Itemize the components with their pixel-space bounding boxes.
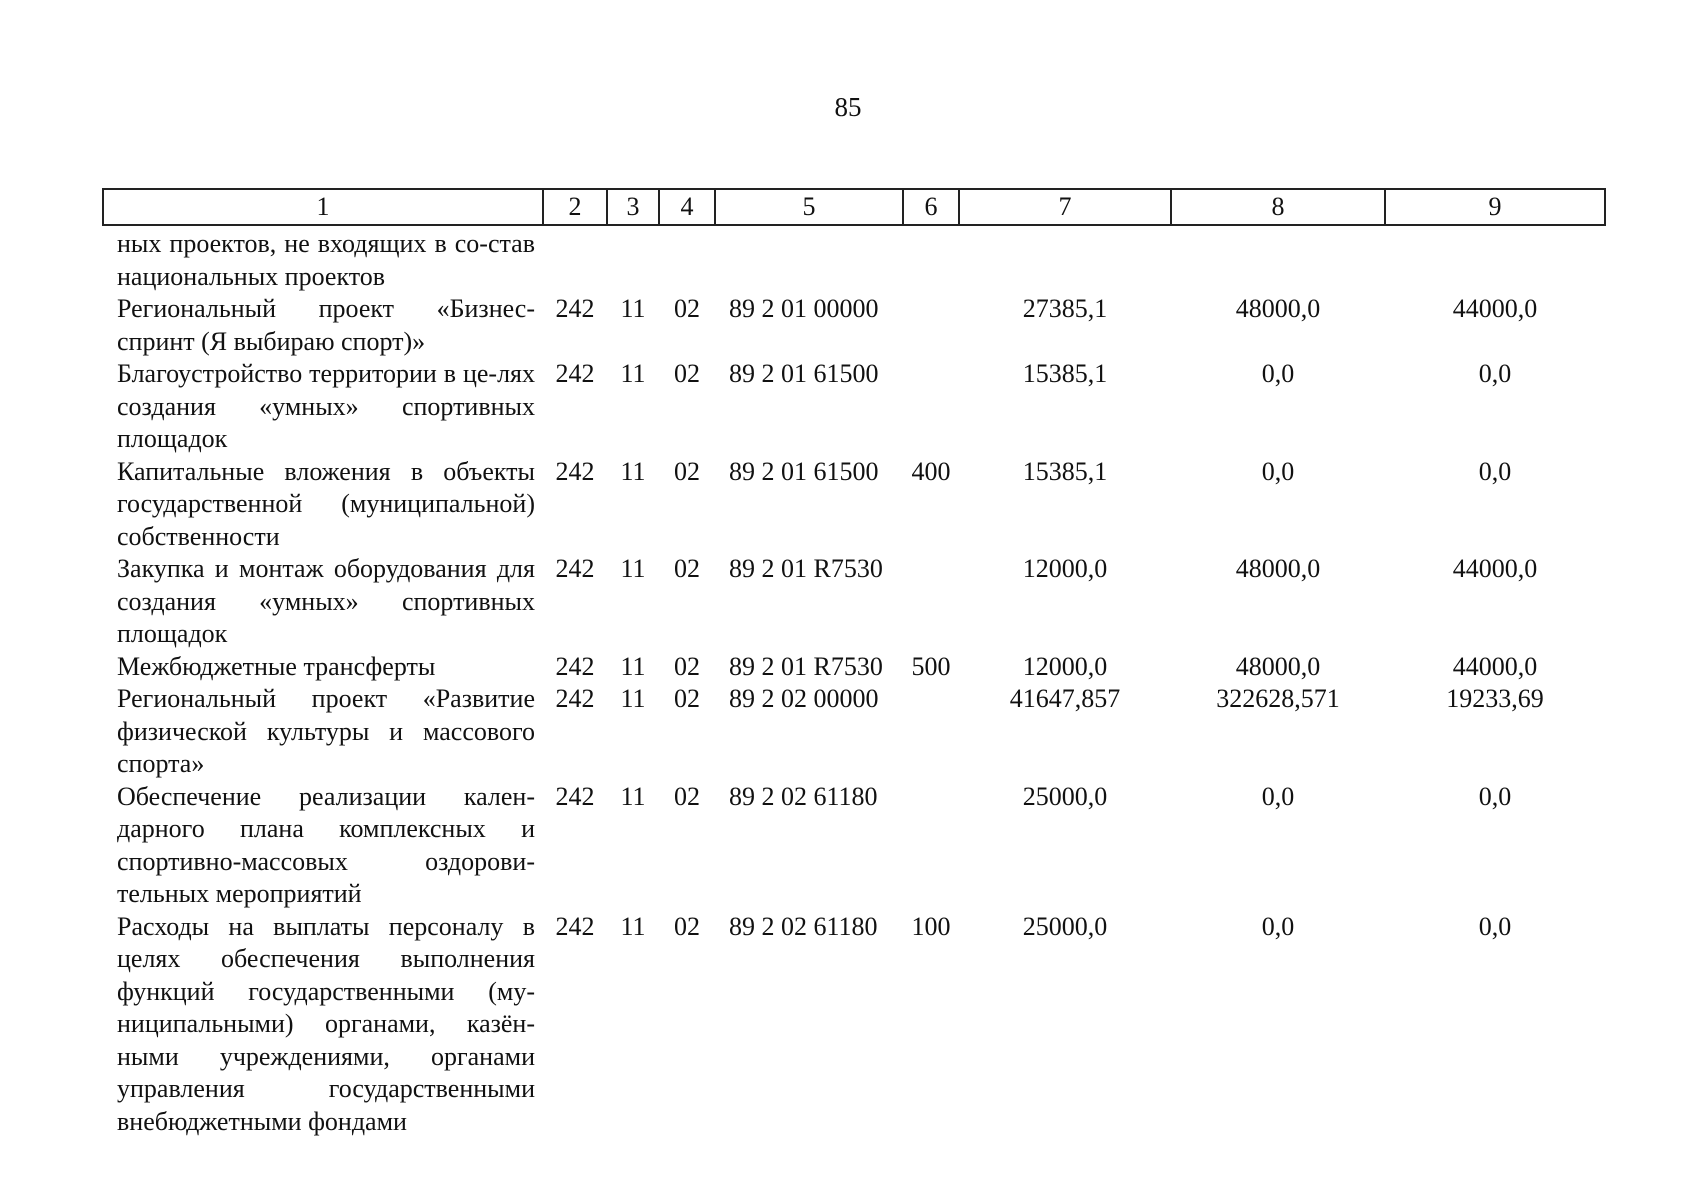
target-article-cell: 89 2 02 61180 xyxy=(729,911,878,941)
amount-col8-cell: 0,0 xyxy=(1261,781,1295,811)
section-code-cell xyxy=(543,225,607,293)
section-code-cell: 242 xyxy=(555,294,595,323)
expense-type-cell xyxy=(903,358,959,456)
amount-col8-cell xyxy=(1171,225,1385,293)
row-name-cell: Региональный проект «Бизнес-спринт (Я выбираю спорт)» xyxy=(117,294,535,356)
subsection-code-cell: 02 xyxy=(674,456,700,486)
header-row xyxy=(103,189,1605,225)
expense-type-cell xyxy=(903,225,959,293)
subsection-code-cell: 02 xyxy=(674,781,700,811)
amount-col8-cell: 48000,0 xyxy=(1235,554,1321,583)
target-article-cell: 89 2 01 R7530 xyxy=(729,554,883,583)
table-row xyxy=(103,225,1605,293)
expense-type-cell xyxy=(903,781,959,911)
column-header-8: 8 xyxy=(1171,189,1385,225)
table-body xyxy=(103,225,1605,1138)
amount-col8-cell: 0,0 xyxy=(1261,456,1295,486)
column-header-7: 7 xyxy=(959,189,1171,225)
target-article-cell: 89 2 02 00000 xyxy=(729,684,879,713)
column-header-3: 3 xyxy=(607,189,659,225)
subsection-code-cell: 02 xyxy=(674,911,700,941)
target-article-cell: 89 2 02 61180 xyxy=(729,781,878,811)
amount-col9-cell: 44000,0 xyxy=(1452,554,1538,583)
expense-type-cell: 400 xyxy=(911,456,951,486)
chapter-code-cell: 11 xyxy=(620,911,646,941)
amount-col9-cell xyxy=(1385,225,1605,293)
row-name-cell: ных проектов, не входящих в со-став национальных проектов xyxy=(117,229,535,291)
target-article-cell: 89 2 01 61500 xyxy=(729,359,879,388)
table-row xyxy=(103,456,1605,554)
target-article-cell: 89 2 01 00000 xyxy=(729,294,879,323)
column-header-6: 6 xyxy=(903,189,959,225)
table-header xyxy=(103,189,1605,225)
amount-col9-cell: 44000,0 xyxy=(1452,294,1538,323)
amount-col7-cell: 41647,857 xyxy=(1009,684,1121,713)
row-name-cell: Межбюджетные трансферты xyxy=(117,651,436,681)
page-number: 85 xyxy=(834,92,862,122)
section-code-cell: 242 xyxy=(555,554,595,583)
expense-type-cell: 500 xyxy=(911,651,951,681)
subsection-code-cell: 02 xyxy=(674,294,700,323)
chapter-code-cell: 11 xyxy=(620,651,646,681)
table-row xyxy=(103,683,1605,781)
amount-col7-cell: 27385,1 xyxy=(1022,294,1108,323)
column-header-1: 1 xyxy=(103,189,543,225)
section-code-cell: 242 xyxy=(555,456,595,486)
subsection-code-cell: 02 xyxy=(674,651,700,681)
amount-col7-cell: 15385,1 xyxy=(1022,456,1108,486)
table-row xyxy=(103,553,1605,651)
chapter-code-cell: 11 xyxy=(620,294,646,323)
chapter-code-cell: 11 xyxy=(620,684,646,713)
row-name-cell: Расходы на выплаты персоналу в целях обеспечения выполнения функций государственными (му-ниципальными) органами, казён-ными учреждениями, органами управления государственными внебюджетными фондами xyxy=(117,911,535,1136)
column-header-5: 5 xyxy=(715,189,903,225)
table-row xyxy=(103,358,1605,456)
column-header-4: 4 xyxy=(659,189,715,225)
amount-col8-cell: 48000,0 xyxy=(1235,651,1321,681)
section-code-cell: 242 xyxy=(555,684,595,713)
section-code-cell: 242 xyxy=(555,911,595,941)
row-name-cell: Закупка и монтаж оборудования для создания «умных» спортивных площадок xyxy=(117,554,535,648)
amount-col7-cell: 15385,1 xyxy=(1022,359,1108,388)
subsection-code-cell xyxy=(659,225,715,293)
section-code-cell: 242 xyxy=(555,651,595,681)
subsection-code-cell: 02 xyxy=(674,554,700,583)
amount-col7-cell: 25000,0 xyxy=(1022,781,1108,811)
table-row xyxy=(103,781,1605,911)
table-row xyxy=(103,293,1605,358)
amount-col8-cell: 322628,571 xyxy=(1216,684,1340,713)
amount-col8-cell: 0,0 xyxy=(1261,911,1295,941)
table-row xyxy=(103,911,1605,1139)
column-header-9: 9 xyxy=(1385,189,1605,225)
column-header-2: 2 xyxy=(543,189,607,225)
expense-type-cell xyxy=(903,293,959,358)
chapter-code-cell: 11 xyxy=(620,359,646,388)
chapter-code-cell: 11 xyxy=(620,456,646,486)
amount-col7-cell: 25000,0 xyxy=(1022,911,1108,941)
row-name-cell: Региональный проект «Развитие физической культуры и массового спорта» xyxy=(117,684,535,778)
target-article-cell xyxy=(715,225,903,293)
expense-type-cell xyxy=(903,553,959,651)
amount-col9-cell: 0,0 xyxy=(1478,359,1512,388)
amount-col9-cell: 44000,0 xyxy=(1452,651,1538,681)
row-name-cell: Обеспечение реализации кален-дарного плана комплексных и спортивно-массовых оздорови-тельных мероприятий xyxy=(117,781,535,908)
section-code-cell: 242 xyxy=(555,359,595,388)
amount-col8-cell: 0,0 xyxy=(1261,359,1295,388)
subsection-code-cell: 02 xyxy=(674,684,700,713)
row-name-cell: Капитальные вложения в объекты государственной (муниципальной) собственности xyxy=(117,456,535,551)
expense-type-cell xyxy=(903,683,959,781)
target-article-cell: 89 2 01 61500 xyxy=(729,456,879,486)
amount-col9-cell: 0,0 xyxy=(1478,456,1512,486)
amount-col9-cell: 19233,69 xyxy=(1446,684,1544,713)
amount-col7-cell xyxy=(959,225,1171,293)
amount-col8-cell: 48000,0 xyxy=(1235,294,1321,323)
subsection-code-cell: 02 xyxy=(674,359,700,388)
target-article-cell: 89 2 01 R7530 xyxy=(729,651,883,681)
amount-col7-cell: 12000,0 xyxy=(1022,651,1108,681)
chapter-code-cell xyxy=(607,225,659,293)
row-name-cell: Благоустройство территории в це-лях создания «умных» спортивных площадок xyxy=(117,359,535,453)
budget-table xyxy=(102,188,1606,1138)
amount-col9-cell: 0,0 xyxy=(1478,911,1512,941)
amount-col7-cell: 12000,0 xyxy=(1022,554,1108,583)
section-code-cell: 242 xyxy=(555,781,595,811)
expense-type-cell: 100 xyxy=(911,911,951,941)
amount-col9-cell: 0,0 xyxy=(1478,781,1512,811)
chapter-code-cell: 11 xyxy=(620,781,646,811)
chapter-code-cell: 11 xyxy=(620,554,646,583)
table-row xyxy=(103,651,1605,684)
